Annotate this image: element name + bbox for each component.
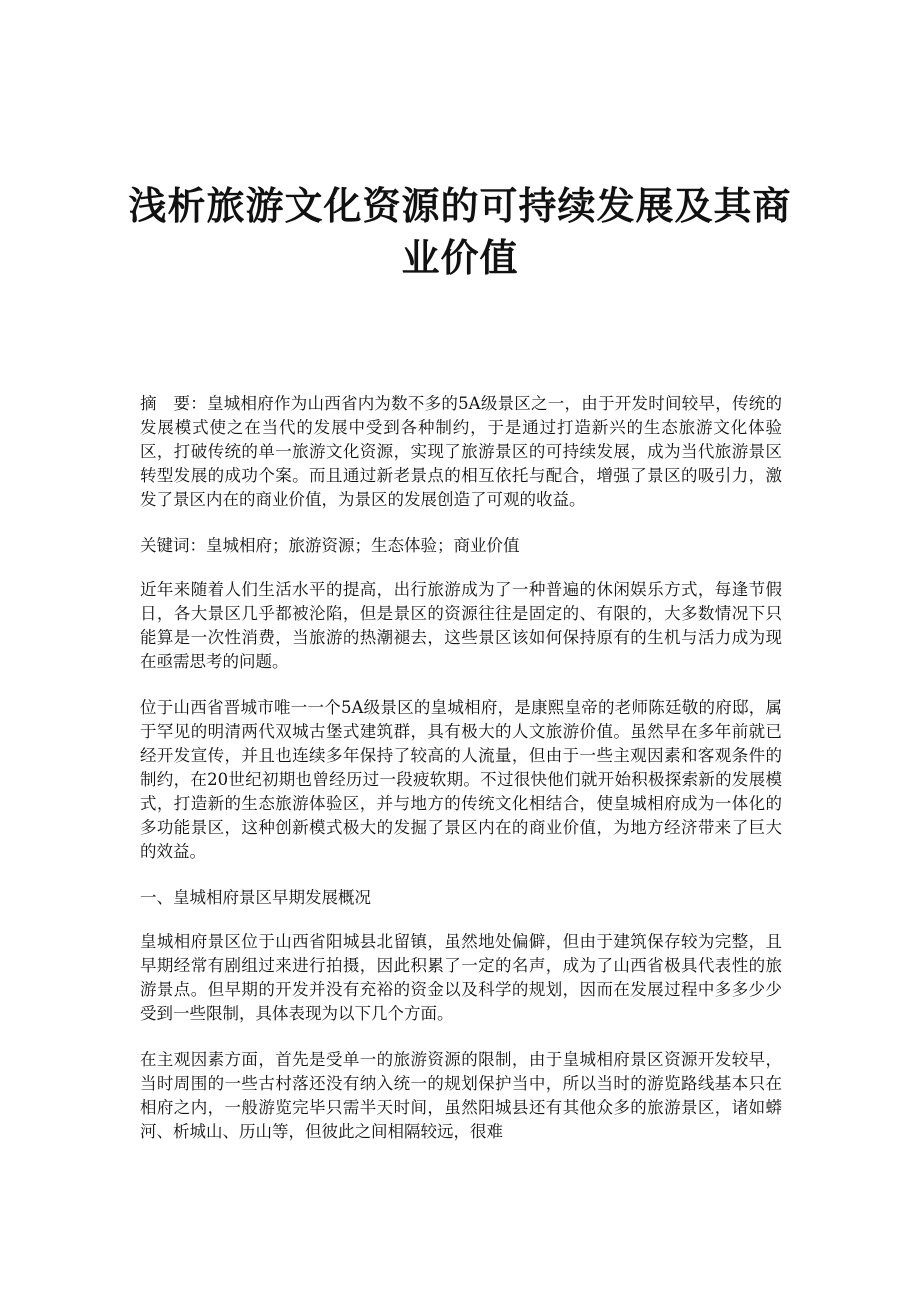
abstract-paragraph: 摘 要：皇城相府作为山西省内为数不多的5A级景区之一，由于开发时间较早，传统的发展模式使之在当代的发展中受到各种制约，于是通过打造新兴的生态旅游文化体验区，打破传统的单一旅游文化资源，实现了旅游景区的可持续发展，成为当代旅游景区转型发展的成功个案。而且通过新老景点的相互依托与配合，增强了景区的吸引力，激发了景区内在的商业价值，为景区的发展创造了可观的收益。 — [140, 394, 782, 509]
document-body — [140, 392, 782, 1166]
section-paragraph-1: 皇城相府景区位于山西省阳城县北留镇，虽然地处偏僻，但由于建筑保存较为完整，且早期经常有剧组过来进行拍摄，因此积累了一定的名声，成为了山西省极具代表性的旅游景点。但早期的开发并没有充裕的资金以及科学的规划，因而在发展过程中多多少少受到一些限制，具体表现为以下几个方面。 — [140, 932, 782, 1023]
intro-paragraph: 近年来随着人们生活水平的提高，出行旅游成为了一种普遍的休闲娱乐方式，每逢节假日，各大景区几乎都被沦陷，但是景区的资源往往是固定的、有限的，大多数情况下只能算是一次性消费，当旅游的热潮褪去，这些景区该如何保持原有的生机与活力成为现在亟需思考的问题。 — [140, 580, 782, 671]
section-heading: 一、皇城相府景区早期发展概况 — [140, 888, 371, 907]
background-paragraph: 位于山西省晋城市唯一一个5A级景区的皇城相府，是康熙皇帝的老师陈廷敬的府邸，属于罕见的明清两代双城古堡式建筑群，具有极大的人文旅游价值。虽然早在多年前就已经开发宣传，并且也连续多年保持了较高的人流量，但由于一些主观因素和客观条件的制约，在20世纪初期也曾经历过一段疲软期。不过很快他们就开始积极探索新的发展模式，打造新的生态旅游体验区，并与地方的传统文化相结合，使皇城相府成为一体化的多功能景区，这种创新模式极大的发掘了景区内在的商业价值，为地方经济带来了巨大的效益。 — [140, 698, 782, 861]
keywords-paragraph: 关键词：皇城相府；旅游资源；生态体验；商业价值 — [140, 536, 520, 555]
document-title: 浅析旅游文化资源的可持续发展及其商业价值 — [128, 184, 792, 280]
section-paragraph-2: 在主观因素方面，首先是受单一的旅游资源的限制，由于皇城相府景区资源开发较早，当时周围的一些古村落还没有纳入统一的规划保护当中，所以当时的游览路线基本只在相府之内，一般游览完毕只需半天时间，虽然阳城县还有其他众多的旅游景区，诸如蟒河、析城山、历山等，但彼此之间相隔较远，很难 — [140, 1050, 782, 1141]
